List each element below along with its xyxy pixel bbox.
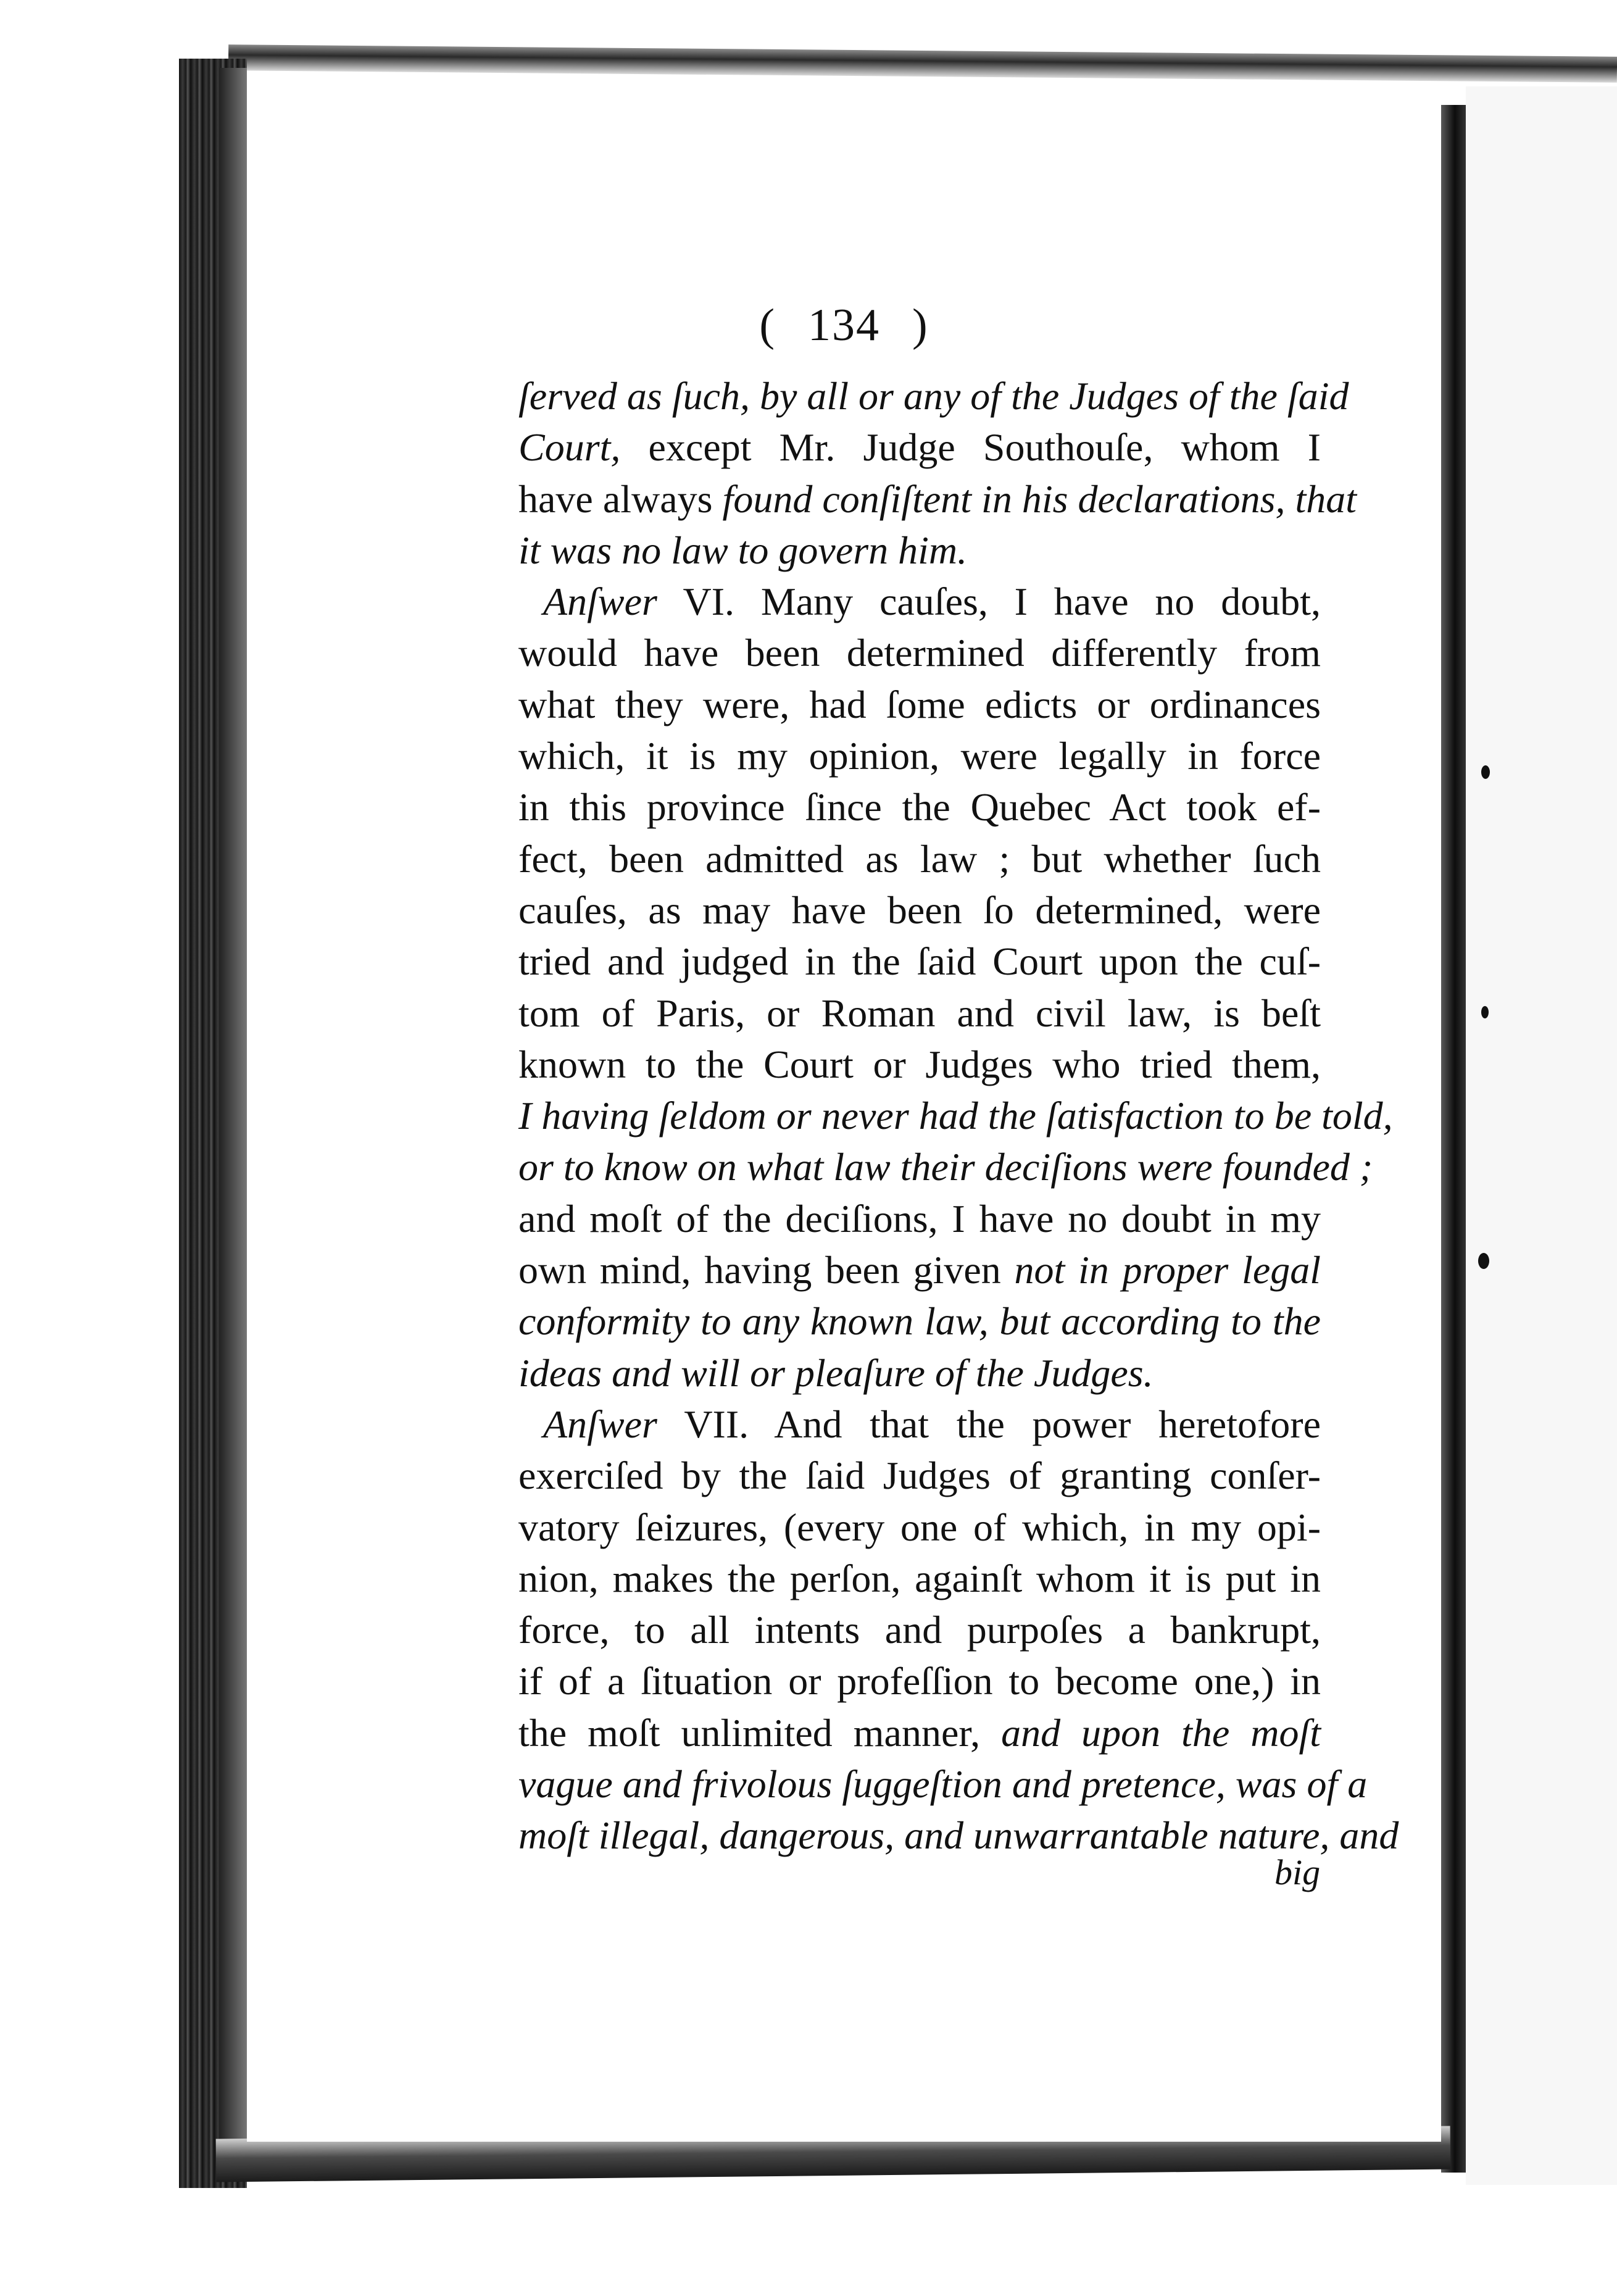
roman-text: if of a ſituation or profeſſion to become one,) in [518, 1659, 1321, 1703]
text-line [518, 1244, 1321, 1296]
text-line [518, 1502, 1321, 1553]
roman-text: in this province ſince the Quebec Act took ef- [518, 785, 1321, 830]
text-line [518, 473, 1357, 525]
text-line [518, 730, 1321, 781]
text-line [518, 781, 1321, 833]
text-line [518, 1604, 1321, 1655]
roman-text: own mind, having been given [518, 1248, 1015, 1292]
text-line [518, 1039, 1321, 1090]
text-line [518, 1707, 1321, 1758]
text-line [518, 1450, 1321, 1501]
book-page [247, 93, 1441, 2142]
gutter-blot [1481, 765, 1490, 779]
gutter-blot [1481, 1006, 1489, 1018]
italic-text: Court, [518, 425, 621, 470]
italic-text: Anſwer [543, 1402, 657, 1446]
italic-text: and upon the moſt [1001, 1710, 1321, 1755]
page-number-header [247, 299, 1441, 352]
italic-text: Anſwer [543, 580, 657, 624]
text-line [518, 1347, 1321, 1399]
text-line [518, 525, 1321, 576]
italic-text: moſt illegal, dangerous, and unwarrantable nature, and [518, 1813, 1399, 1858]
italic-text: or to know on what law their deciſions were founded ; [518, 1145, 1373, 1189]
italic-text: not in proper legal [1014, 1248, 1321, 1292]
roman-text: except Mr. Judge Southouſe, whom I [620, 425, 1321, 470]
italic-text: it was no law to govern him. [518, 528, 968, 572]
text-line [518, 1090, 1393, 1141]
roman-text: exerciſed by the ſaid Judges of granting conſer- [518, 1454, 1321, 1498]
text-line [518, 1810, 1399, 1861]
roman-text: and moſt of the deciſions, I have no doubt in my [518, 1196, 1321, 1241]
page-stack-shadow [219, 68, 247, 2179]
italic-text: found conſiſtent in his declarations, that [722, 476, 1357, 521]
roman-text: force, to all intents and purpoſes a bankrupt, [518, 1608, 1321, 1652]
text-line [518, 1758, 1368, 1810]
text-line [518, 422, 1321, 473]
roman-text: would have been determined differently from [518, 631, 1321, 675]
gutter-shadow [1441, 105, 1466, 2173]
text-line [518, 988, 1321, 1039]
text-line [518, 679, 1321, 730]
facing-page [1466, 86, 1617, 2185]
text-line [518, 1553, 1321, 1604]
header-close-paren: ) [912, 300, 929, 351]
catchword: big [1274, 1852, 1321, 1892]
page-number: 134 [808, 300, 880, 351]
gutter-blot [1478, 1253, 1489, 1269]
roman-text: nion, makes the perſon, againſt whom it is put in [518, 1556, 1321, 1600]
text-line [518, 833, 1321, 884]
italic-text: ſerved as ſuch, by all or any of the Judges of the ſaid [518, 374, 1349, 418]
roman-text: the moſt unlimited manner, [518, 1710, 1002, 1755]
text-line [518, 1296, 1321, 1347]
roman-text: known to the Court or Judges who tried them, [518, 1042, 1321, 1086]
roman-text: tom of Paris, or Roman and civil law, is beſt [518, 991, 1321, 1035]
text-line [518, 936, 1321, 987]
roman-text: which, it is my opinion, were legally in force [518, 734, 1321, 778]
roman-text: have always [518, 476, 723, 521]
book-top-edge [228, 44, 1617, 83]
text-line [518, 1399, 1321, 1450]
italic-text: ideas and will or pleaſure of the Judges. [518, 1350, 1154, 1395]
text-line [518, 884, 1321, 936]
roman-text: VI. Many cauſes, I have no doubt, [657, 580, 1321, 624]
header-open-paren: ( [759, 300, 776, 351]
roman-text: what they were, had ſome edicts or ordinances [518, 682, 1321, 726]
text-line [518, 1141, 1373, 1192]
italic-text: vague and frivolous ſuggeſtion and pretence, was of a [518, 1762, 1368, 1807]
roman-text: fect, been admitted as law ; but whether ſuch [518, 836, 1321, 881]
body-text [518, 370, 1399, 1861]
roman-text: cauſes, as may have been ſo determined, were [518, 888, 1321, 932]
roman-text: tried and judged in the ſaid Court upon the cuſ- [518, 939, 1321, 984]
italic-text: conformity to any known law, but according to the [518, 1299, 1321, 1344]
text-line [518, 1193, 1321, 1244]
text-line [518, 576, 1321, 627]
text-line [518, 1655, 1321, 1707]
italic-text: I having ſeldom or never had the ſatisfaction to be told, [518, 1094, 1393, 1138]
roman-text: vatory ſeizures, (every one of which, in my opi- [518, 1505, 1321, 1549]
text-line [518, 627, 1321, 678]
roman-text: VII. And that the power heretofore [657, 1402, 1321, 1446]
text-line [518, 370, 1349, 422]
